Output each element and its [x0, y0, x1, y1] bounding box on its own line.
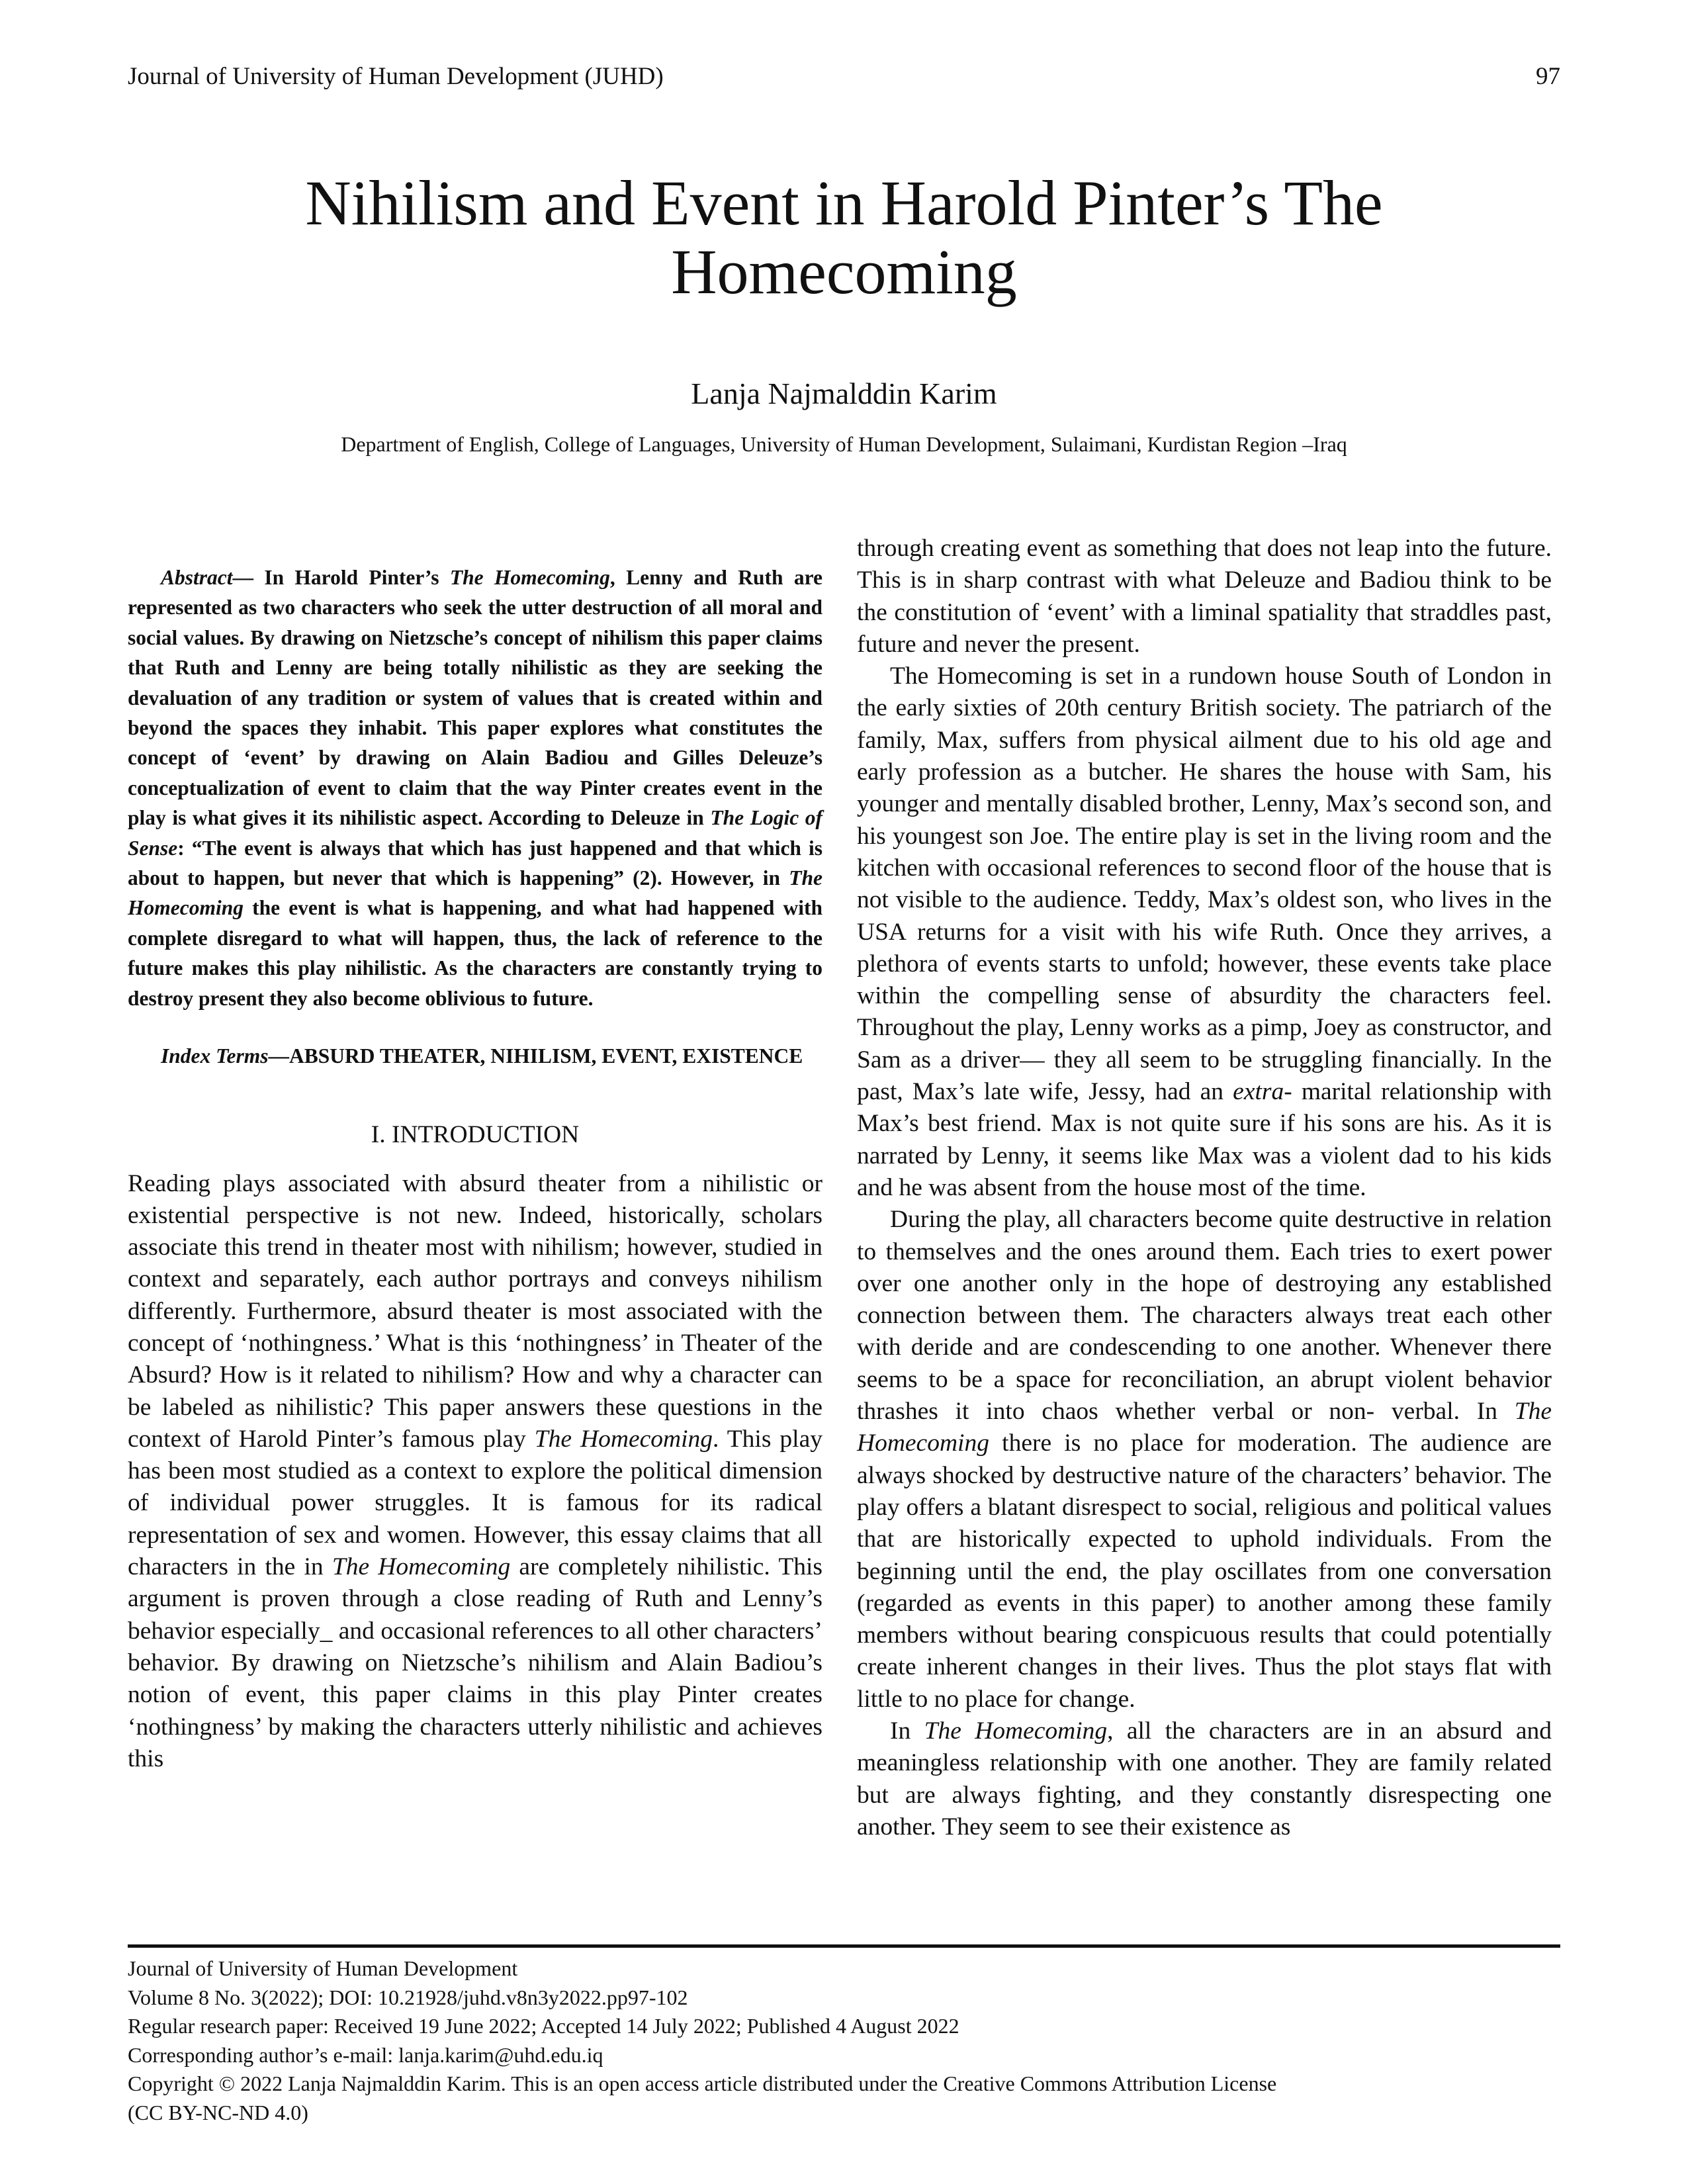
- abstract-title-ref: The Homecoming: [128, 866, 822, 920]
- body-text: Reading plays associated with absurd theater from a nihilistic or existential perspective is not new. Indeed, historically, scholars associate this trend in theater most with nihilism; however, studied in context and separately, each author portrays and conveys nihilism differently. Furthermore, absurd theater is most associated with the concept of ‘nothingness.’ What is this ‘nothingness’ in Theater of the Absurd? How is it related to nihilism? How and why a character can be labeled as nihilistic? This paper answers these questions in the context of Harold Pinter’s famous play: [128, 1169, 822, 1453]
- body-text: In: [890, 1717, 924, 1745]
- body-paragraph: [857, 1715, 1552, 1843]
- body-paragraph: [857, 660, 1552, 1204]
- abstract-label: Abstract: [161, 566, 233, 589]
- left-column: [128, 563, 822, 1775]
- index-terms: [128, 1041, 822, 1071]
- title-ref: The Homecoming: [332, 1553, 511, 1581]
- body-paragraph: through creating event as something that does not leap into the future. This is in sharp contrast with what Deleuze and Badiou think to be the constitution of ‘event’ with a liminal spatiality that straddles past, future and never the present.: [857, 535, 1552, 658]
- abstract-dash: —: [232, 566, 254, 589]
- article-title: Nihilism and Event in Harold Pinter’s The Homecoming: [305, 167, 1383, 307]
- abstract-title-ref: The Logic of Sense: [128, 806, 822, 860]
- body-text: there is no place for moderation. The audience are always shocked by destructive nature of the characters’ behavior. The play offers a blatant disrespect to social, religious and political values that are historically expected to uphold individuals. From the beginning until the end, the play oscillates from one conversation (regarded as events in this paper) to another among these family members without bearing conspicuous results that could potentially create inherent changes in their lives. Thus the plot stays flat with little to no place for change.: [857, 1430, 1552, 1713]
- italic-text: extra-: [1233, 1078, 1292, 1106]
- abstract-text: In Harold Pinter’s: [253, 566, 450, 589]
- author-affiliation: Department of English, College of Languages, University of Human Development, Sulaimani, Kurdistan Region –Iraq: [341, 432, 1347, 456]
- body-text: marital relationship with Max’s best friend. Max is not quite sure if his sons are his. As it is narrated by Lenny, it seems like Max was a violent dad to his kids and he was absent from the house most of the time.: [857, 1078, 1552, 1201]
- footer-copyright: Copyright © 2022 Lanja Najmalddin Karim. This is an open access article distributed under the Creative Commons Attribution License: [128, 2071, 1277, 2095]
- footer-journal: Journal of University of Human Development: [128, 1956, 518, 1980]
- abstract-title-ref: The Homecoming: [449, 566, 610, 589]
- body-text: , all the characters are in an absurd and meaningless relationship with one another. They are family related but are always fighting, and they constantly disrespecting one another. They seem to see their existence as: [857, 1717, 1552, 1841]
- section-heading-introduction: I. INTRODUCTION: [371, 1120, 580, 1148]
- title-ref: The Homecoming: [924, 1717, 1108, 1745]
- footer-email: Corresponding author’s e-mail: lanja.karim@uhd.edu.iq: [128, 2042, 603, 2067]
- footer-divider: [128, 1944, 1560, 1948]
- introduction-paragraph: [128, 1168, 822, 1776]
- body-text: The Homecoming is set in a rundown house South of London in the early sixties of 20th century British society. The patriarch of the family, Max, suffers from physical ailment due to his old age and early profession as a butcher. He shares the house with Sam, his younger and mentally disabled brother, Lenny, Max’s second son, and his youngest son Joe. The entire play is set in the living room and the kitchen with occasional references to second floor of the house that is not visible to the audience. Teddy, Max’s oldest son, who lives in the USA returns for a visit with his wife Ruth. Once they arrives, a plethora of events starts to unfold; however, these events take place within the compelling sense of absurdity the characters feel. Throughout the play, Lenny works as a pimp, Joey as constructor, and Sam as a driver— they all seem to be struggling financially. In the past, Max’s late wife, Jessy, had an: [857, 662, 1552, 1106]
- page-number: 97: [1536, 63, 1560, 90]
- body-text: During the play, all characters become quite destructive in relation to themselves and the ones around them. Each tries to exert power over one another only in the hope of destroying any established connection between them. The characters always treat each other with deride and are condescending to one another. Whenever there seems to be a space for reconciliation, an abrupt violent behavior thrashes it into chaos whether verbal or non- verbal. In: [857, 1206, 1552, 1426]
- right-column: [857, 533, 1552, 1843]
- footer-info: [128, 1954, 1560, 2127]
- body-text: . This play has been most studied as a context to explore the political dimension of individual power struggles. It is famous for its radical representation of sex and women. However, this essay claims that all characters in the in: [128, 1425, 822, 1581]
- running-header-journal: Journal of University of Human Development (JUHD): [128, 63, 664, 90]
- index-terms-text: —ABSURD THEATER, NIHILISM, EVENT, EXISTENCE: [268, 1044, 803, 1068]
- footer-license: (CC BY-NC-ND 4.0): [128, 2100, 308, 2124]
- running-header: [128, 57, 1560, 97]
- abstract-text: , Lenny and Ruth are represented as two characters who seek the utter destruction of all moral and social values. By drawing on Nietzsche’s concept of nihilism this paper claims that Ruth and Lenny are being totally nihilistic as they are seeking the devaluation of any tradition or system of values that is created within and beyond the spaces they inhabit. This paper explores what constitutes the concept of ‘event’ by drawing on Alain Badiou and Gilles Deleuze’s conceptualization of event to claim that the way Pinter creates event in the play is what gives it its nihilistic aspect. According to Deleuze in: [128, 566, 822, 830]
- body-paragraph: [857, 1204, 1552, 1715]
- index-terms-label: Index Terms: [161, 1044, 269, 1068]
- abstract: [128, 563, 822, 1013]
- body-text: are completely nihilistic. This argument is proven through a close reading of Ruth and Lenny’s behavior especially_ and occasional references to all other characters’ behavior. By drawing on Nietzsche’s nihilism and Alain Badiou’s notion of event, this paper claims in this play Pinter creates ‘nothingness’ by making the characters utterly nihilistic and achieves this: [128, 1553, 822, 1772]
- abstract-text: : “The event is always that which has just happened and that which is about to happen, but never that which is happening” (2). However, in: [128, 836, 822, 890]
- footer-dates: Regular research paper: Received 19 June 2022; Accepted 14 July 2022; Published 4 August 2022: [128, 2014, 959, 2038]
- author-name: Lanja Najmalddin Karim: [691, 377, 997, 410]
- title-ref: The Homecoming: [857, 1398, 1552, 1457]
- title-ref: The Homecoming: [534, 1425, 713, 1453]
- abstract-text: the event is what is happening, and what had happened with complete disregard to what will happen, thus, the lack of reference to the future makes this play nihilistic. As the characters are constantly trying to destroy present they also become oblivious to future.: [128, 896, 822, 1010]
- footer-volume-doi: Volume 8 No. 3(2022); DOI: 10.21928/juhd.v8n3y2022.pp97-102: [128, 1985, 688, 2009]
